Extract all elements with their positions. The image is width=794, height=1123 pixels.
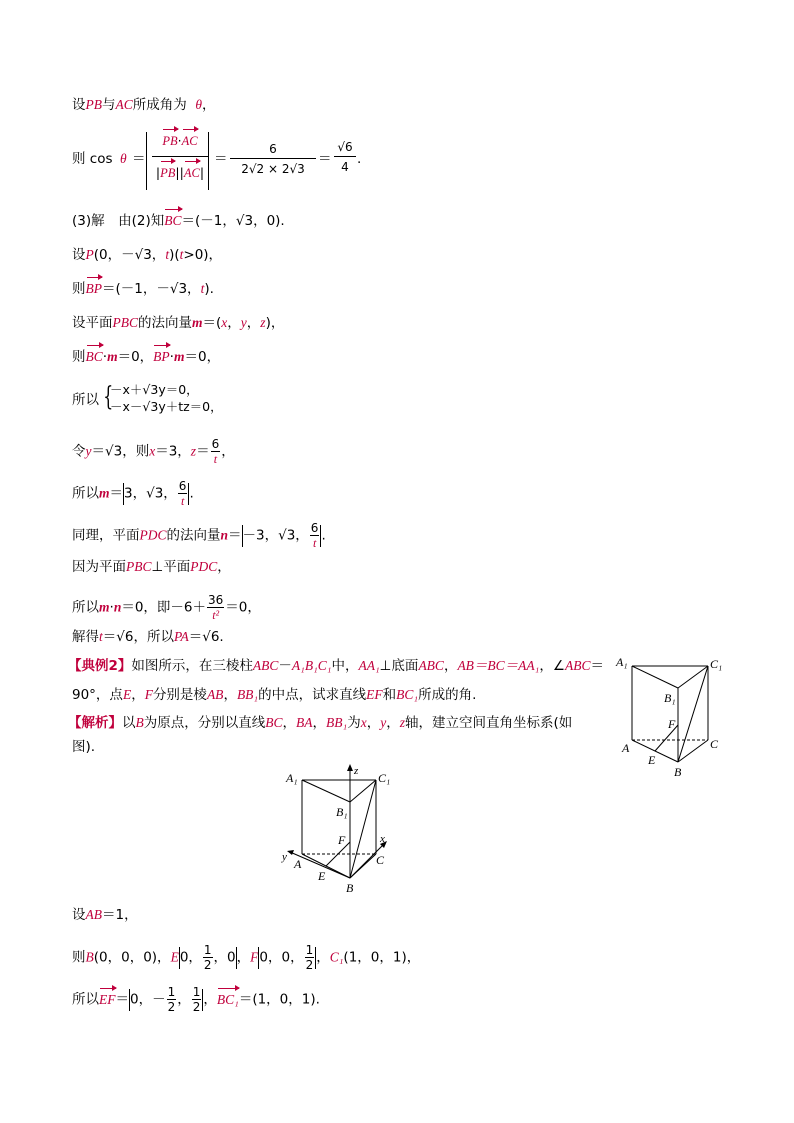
label-a1: A₁: [286, 771, 298, 785]
text-line-7: 则BC·m＝0，BP·m＝0，: [72, 349, 221, 365]
prism-figure-small: [612, 652, 732, 780]
label-b1: B₁: [664, 691, 676, 705]
example-title-line: 【典例2】如图所示，在三棱柱ABC－A₁B₁C₁中，AA₁⊥底面ABC，AB＝BC＝AA₁，∠ABC＝: [68, 658, 604, 674]
label-a: A: [622, 741, 630, 755]
label-a1: A₁: [616, 655, 628, 669]
label-a: A: [294, 857, 302, 871]
label-c: C: [376, 853, 385, 867]
text-line-12: 因为平面PBC⊥平面PDC，: [72, 559, 231, 575]
text-line-14: 解得t＝√6，所以PA＝√6.: [72, 629, 224, 645]
label-x-axis: x: [380, 833, 385, 845]
prism-figure-coordinate: [280, 762, 406, 896]
analysis-line-2: 图).: [72, 739, 96, 755]
label-c: C: [710, 737, 719, 751]
label-c1: C₁: [710, 657, 723, 671]
label-f: F: [668, 717, 676, 731]
label-z-axis: z: [354, 765, 359, 777]
label-f: F: [338, 833, 346, 847]
text-line-3: (3)解 由(2)知BC＝(－1，√3，0).: [72, 213, 285, 229]
label-e: E: [318, 869, 326, 883]
text-line-4: 设P(0，－√3，t)(t>0)，: [72, 247, 223, 263]
analysis-line-1: 【解析】以B为原点，分别以直线BC，BA，BB₁为x，y，z轴，建立空间直角坐标系(如: [68, 715, 573, 731]
text-line-1: 设PB与AC所成角为 θ，: [72, 97, 216, 113]
label-c1: C₁: [378, 771, 391, 785]
label-e: E: [648, 753, 656, 767]
text-line-6: 设平面PBC的法向量m＝(x，y，z)，: [72, 315, 285, 331]
label-b1: B₁: [336, 805, 348, 819]
label-b: B: [674, 765, 682, 779]
label-y-axis: y: [282, 851, 287, 863]
label-b: B: [346, 881, 354, 895]
example-line-2: 90°，点E，F分别是棱AB，BB₁的中点，试求直线EF和BC₁所成的角.: [72, 687, 477, 703]
text-line-5: 则BP＝(－1，－√3，t).: [72, 281, 214, 297]
tail-line-1: 设AB＝1，: [72, 907, 138, 923]
